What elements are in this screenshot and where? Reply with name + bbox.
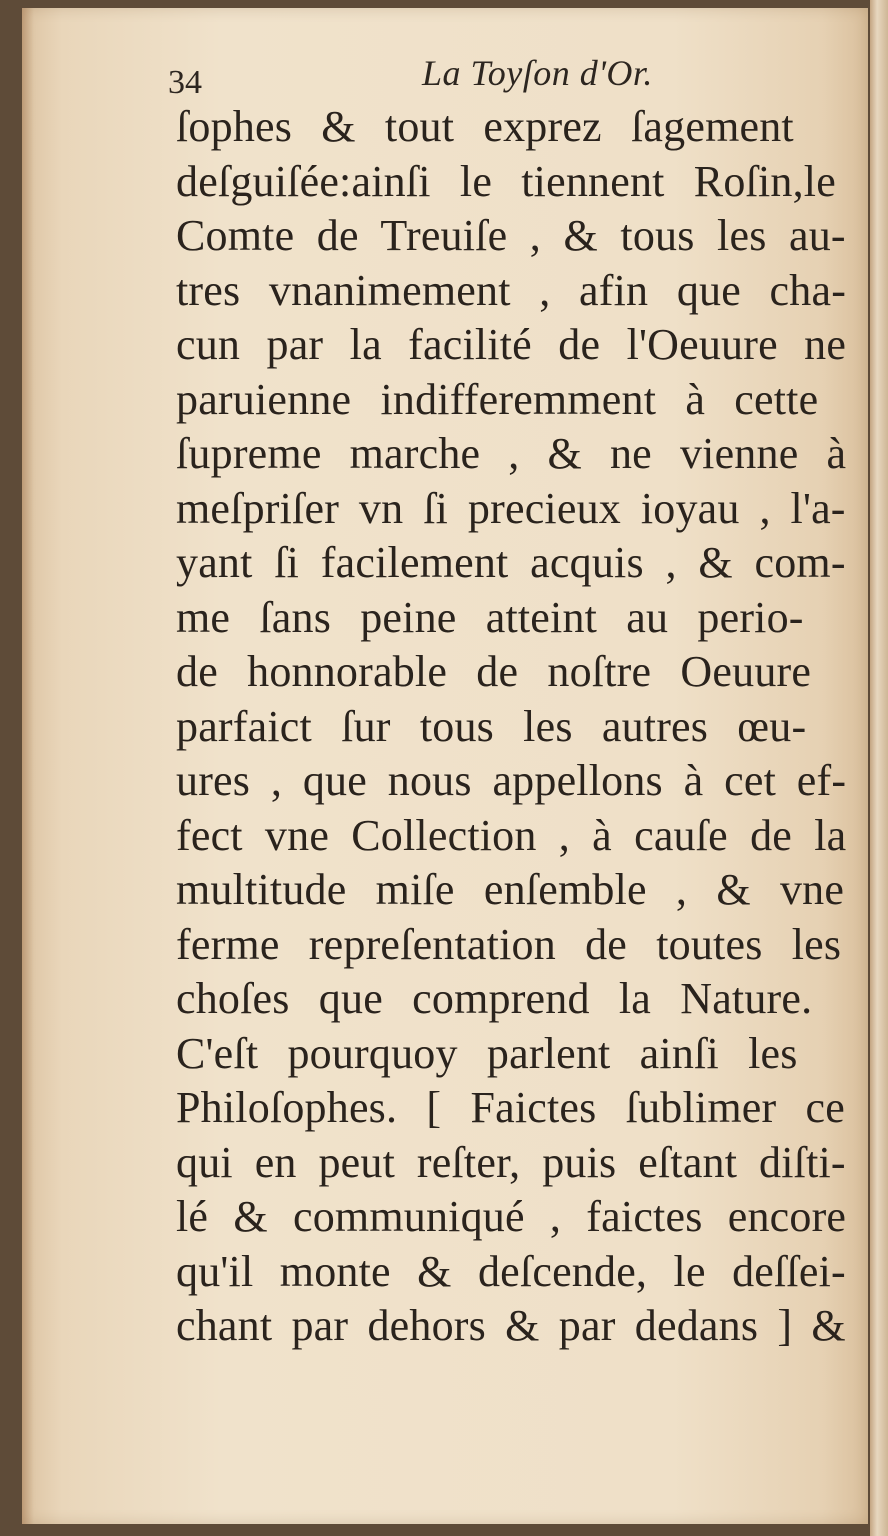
text-line: C'eſt pourquoy parlent ainſi les xyxy=(176,1028,798,1078)
page-gutter-shadow xyxy=(22,8,34,1524)
text-line: qu'il monte & deſcende, le deſſei- xyxy=(176,1246,846,1296)
text-line: ures , que nous appellons à cet ef- xyxy=(176,756,847,805)
text-line: deſguiſée:ainſi le tiennent Roſin,le xyxy=(176,156,836,206)
page-edge xyxy=(870,0,888,1536)
text-line: choſes que comprend la Nature. xyxy=(176,974,813,1023)
text-line: qui en peut reſter, puis eſtant diſti- xyxy=(176,1137,846,1187)
text-line: fect vne Collection , à cauſe de la xyxy=(176,810,847,860)
text-line: ſophes & tout exprez ſagement xyxy=(176,102,794,151)
text-line: lé & communiqué , faictes encore xyxy=(176,1192,847,1241)
text-line: tres vnanimement , afin que cha- xyxy=(176,265,847,315)
page-header xyxy=(168,52,828,106)
page-number: 34 xyxy=(168,64,202,101)
text-line: yant ſi facilement acquis , & com- xyxy=(176,538,846,587)
text-line: Philoſophes. [ Faictes ſublimer ce xyxy=(176,1083,846,1132)
text-line: parfaict ſur tous les autres œu- xyxy=(176,701,807,751)
text-line: de honnorable de noſtre Oeuure xyxy=(176,647,812,696)
text-line: cun par la facilité de l'Oeuure ne xyxy=(176,320,847,369)
text-line: chant par dehors & par dedans ] & xyxy=(176,1301,846,1350)
text-line: multitude miſe enſemble , & vne xyxy=(176,865,845,914)
running-title: La Toyſon d'Or. xyxy=(422,53,653,93)
text-line: Comte de Treuiſe , & tous les au- xyxy=(176,211,846,260)
text-line: paruienne indifferemment à cette xyxy=(176,374,819,424)
text-line: ſupreme marche , & ne vienne à xyxy=(176,429,847,478)
text-line: ferme repreſentation de toutes les xyxy=(176,919,842,969)
text-line: meſpriſer vn ſi precieux ioyau , l'a- xyxy=(176,483,846,533)
body-text xyxy=(176,100,856,1354)
text-line: me ſans peine atteint au perio- xyxy=(176,592,804,642)
